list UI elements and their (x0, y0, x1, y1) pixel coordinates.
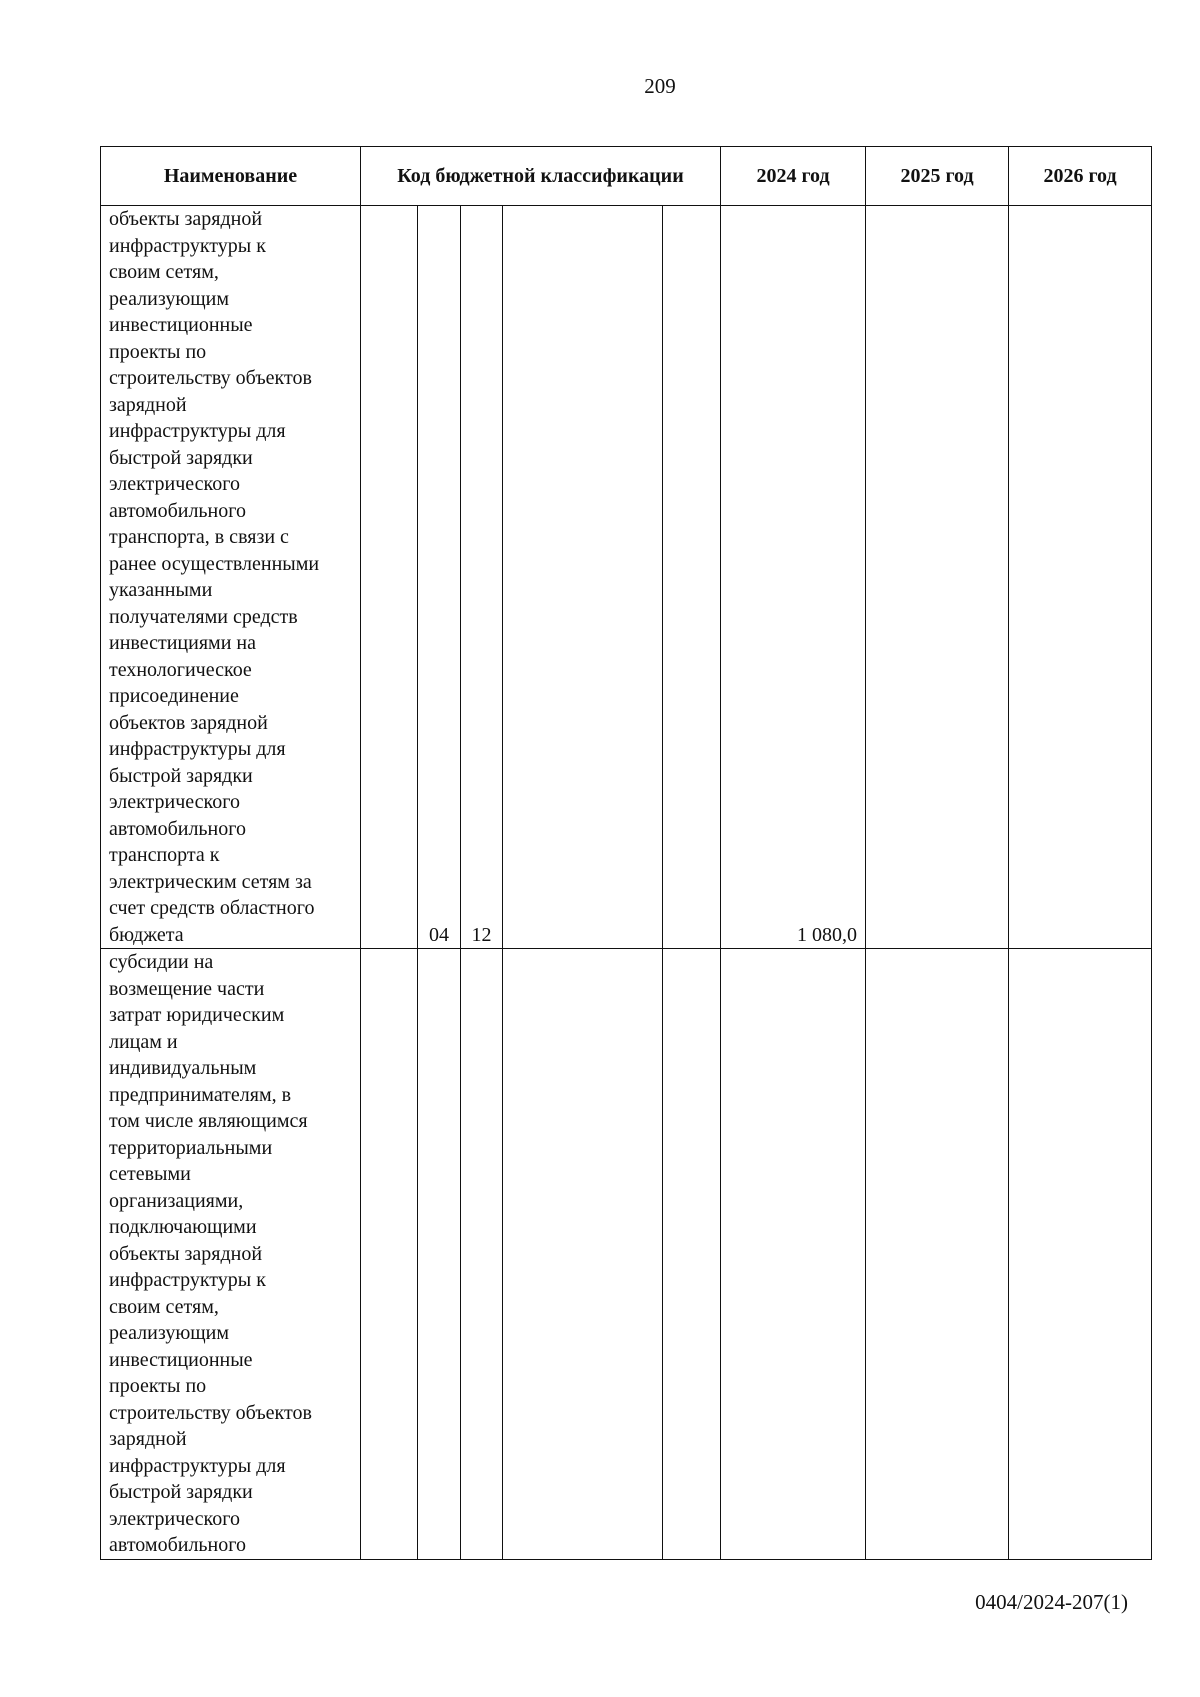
value-2025 (866, 949, 1009, 1560)
table-row (101, 206, 1152, 949)
value-2025 (866, 206, 1009, 949)
header-2024: 2024 год (721, 147, 866, 206)
document-code: 0404/2024-207(1) (975, 1590, 1128, 1614)
code-cell-4 (503, 206, 663, 949)
value-2024 (721, 949, 866, 1560)
header-2026: 2026 год (1009, 147, 1152, 206)
header-name: Наименование (101, 147, 361, 206)
code-cell-3 (461, 949, 503, 1560)
code-cell-1 (361, 949, 418, 1560)
code-cell-5 (663, 949, 721, 1560)
value-2026 (1009, 949, 1152, 1560)
value-2024: 1 080,0 (721, 206, 866, 949)
code-cell-4 (503, 949, 663, 1560)
row-name-text: субсидии на возмещение части затрат юридическим лицам и индивидуальным предпринимателям, в том числе являющимся территориальными сетевыми организациями, подключающими объекты зарядной инфраструктуры к своим сетям, реализующим инвестиционные проекты по строительству объектов зарядной инфраструктуры для быстрой зарядки электрического автомобильного (109, 951, 312, 1556)
code-cell-1 (361, 206, 418, 949)
code-cell-3: 12 (461, 206, 503, 949)
code-cell-2: 04 (418, 206, 461, 949)
row-name-cell (101, 206, 361, 949)
code-cell-5 (663, 206, 721, 949)
table-row (101, 949, 1152, 1560)
header-row (101, 147, 1152, 206)
value-2026 (1009, 206, 1152, 949)
budget-table (100, 146, 1152, 1560)
header-2025: 2025 год (866, 147, 1009, 206)
code-cell-2 (418, 949, 461, 1560)
page-number: 209 (644, 74, 676, 98)
header-code: Код бюджетной классификации (361, 147, 721, 206)
row-name-text: объекты зарядной инфраструктуры к своим сетям, реализующим инвестиционные проекты по строительству объектов зарядной инфраструктуры для быстрой зарядки электрического автомобильного транспорта, в связи с ранее осуществленными указанными получателями средств инвестициями на технологическое присоединение объектов зарядной инфраструктуры для быстрой зарядки электрического автомобильного транспорта к электрическим сетям за счет средств областного бюджета (109, 208, 320, 946)
row-name-cell (101, 949, 361, 1560)
